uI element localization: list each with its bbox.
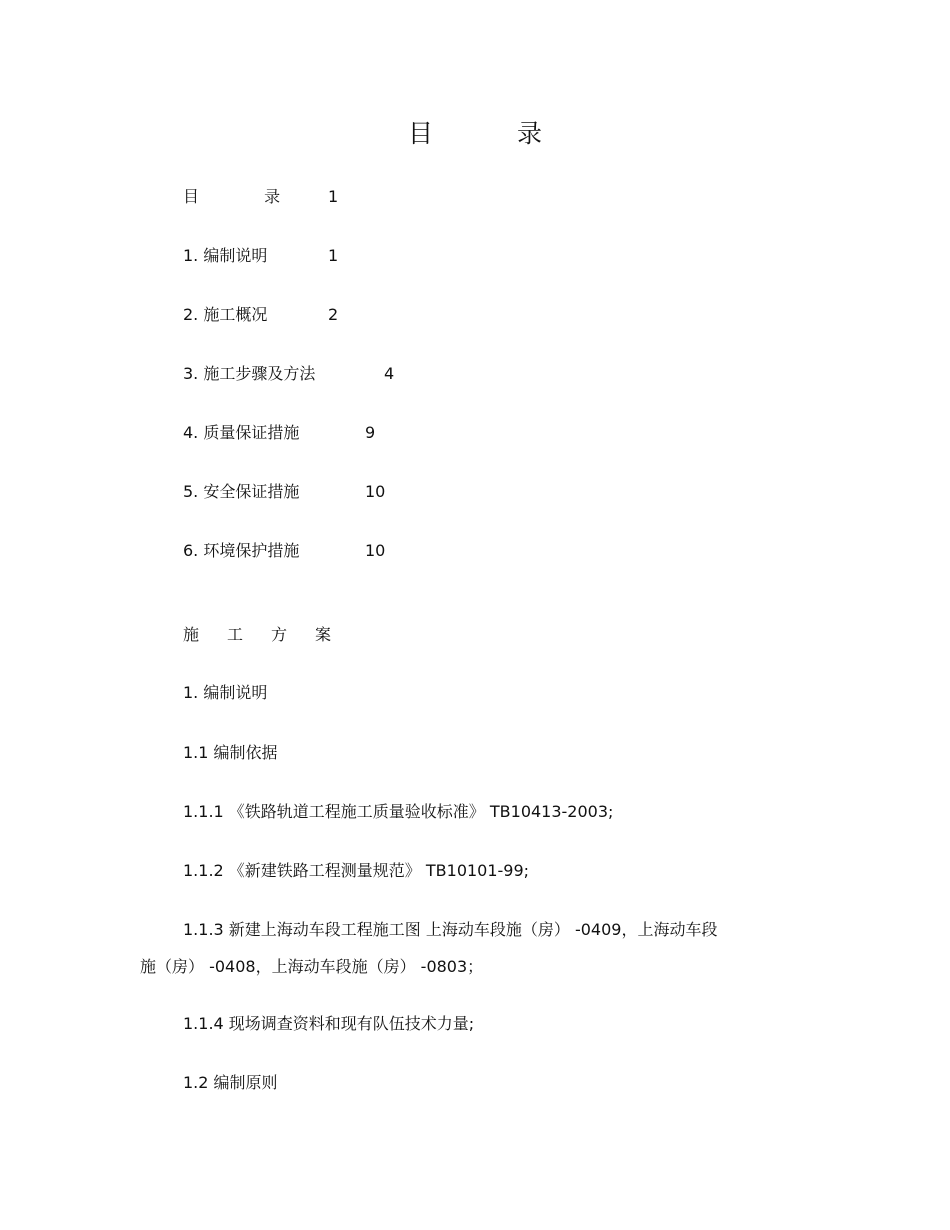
section-1-1-heading: 1.1 编制依据 — [183, 743, 278, 762]
toc-entry-label: 4. 质量保证措施 — [183, 423, 300, 442]
toc-title: 目录 — [407, 119, 626, 148]
toc-entry-label: 1. 编制说明 — [183, 246, 268, 265]
toc-entry-label: 2. 施工概况 — [183, 305, 268, 324]
paragraph-1-1-3-line1: 1.1.3 新建上海动车段工程施工图 上海动车段施（房） -0409，上海动车段 — [183, 920, 718, 939]
toc-entry-page: 10 — [365, 541, 386, 560]
toc-entry-page: 4 — [384, 364, 395, 383]
toc-entry-page: 1 — [328, 187, 339, 206]
toc-entry-label: 3. 施工步骤及方法 — [183, 364, 316, 383]
paragraph-1-1-3-line2: 施（房） -0408，上海动车段施（房） -0803； — [140, 957, 484, 976]
paragraph-1-1-1: 1.1.1 《铁路轨道工程施工质量验收标准》 TB10413-2003; — [183, 802, 614, 821]
section-heading: 施工方案 — [183, 625, 360, 644]
toc-entry-page: 2 — [328, 305, 339, 324]
toc-entry-page: 9 — [365, 423, 376, 442]
toc-entry-page: 10 — [365, 482, 386, 501]
paragraph-1-1-4: 1.1.4 现场调查资料和现有队伍技术力量; — [183, 1014, 475, 1033]
toc-entry-page: 1 — [328, 246, 339, 265]
toc-entry-label: 5. 安全保证措施 — [183, 482, 300, 501]
toc-entry-label: 6. 环境保护措施 — [183, 541, 300, 560]
toc-entry-label: 目 录 — [183, 187, 311, 206]
paragraph-1-1-2: 1.1.2 《新建铁路工程测量规范》 TB10101-99; — [183, 861, 530, 880]
section-1-2-heading: 1.2 编制原则 — [183, 1073, 278, 1092]
section-1-heading: 1. 编制说明 — [183, 683, 268, 702]
